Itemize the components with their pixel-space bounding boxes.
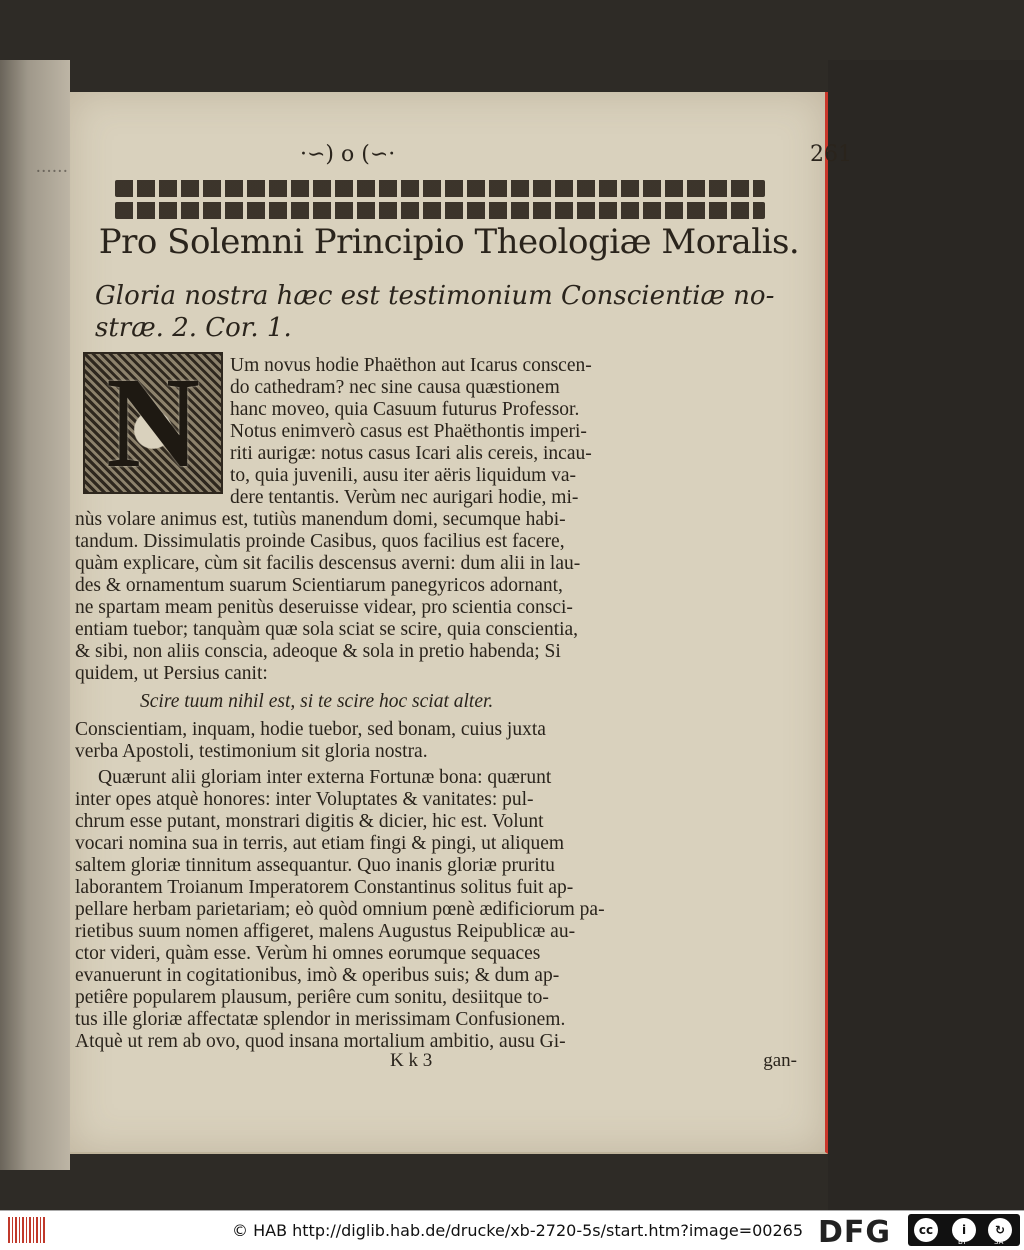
cc-license-badge[interactable] bbox=[908, 1214, 1020, 1246]
text-line: hanc moveo, quia Casuum futurus Professor. bbox=[230, 399, 580, 420]
text-line: laborantem Troianum Imperatorem Constantinus solitus fuit ap- bbox=[75, 877, 574, 898]
book-page bbox=[70, 92, 852, 1154]
text-line: Um novus hodie Phaëthon aut Icarus conscen- bbox=[230, 355, 592, 376]
adjacent-text-fragment: ······ bbox=[35, 162, 68, 182]
adjacent-page-edge bbox=[0, 60, 70, 1170]
dfg-logo: DFG bbox=[818, 1215, 892, 1250]
text-line: Quærunt alii gloriam inter externa Fortunæ bona: quærunt bbox=[98, 767, 552, 788]
text-line: chrum esse putant, monstrari digitis & dicier, hic est. Volunt bbox=[75, 811, 544, 832]
ornamental-band-top bbox=[115, 180, 764, 197]
text-line: entiam tuebor; tanquàm quæ sola sciat se scire, quia conscientia, bbox=[75, 619, 579, 640]
signature-mark: K k 3 bbox=[390, 1050, 433, 1071]
text-line: des & ornamentum suarum Scientiarum panegyricos adornant, bbox=[75, 575, 563, 596]
epigraph bbox=[95, 280, 795, 344]
text-line: dere tentantis. Verùm nec aurigari hodie, mi- bbox=[230, 487, 579, 508]
text-line: to, quia juvenili, ausu iter aëris liquidum va- bbox=[230, 465, 577, 486]
text-line: Atquè ut rem ab ovo, quod insana mortalium ambitio, ausu Gi- bbox=[75, 1031, 566, 1052]
text-line: ne spartam meam penitùs deseruisse videar, pro scientia consci- bbox=[75, 597, 573, 618]
catchword: gan- bbox=[763, 1050, 797, 1071]
initial-letter: N bbox=[106, 351, 200, 495]
page-number: 261 bbox=[810, 142, 852, 167]
text-line: quidem, ut Persius canit: bbox=[75, 663, 268, 684]
epigraph-line: Gloria nostra hæc est testimonium Conscientiæ no- bbox=[95, 281, 775, 311]
text-line: petiêre popularem plausum, periêre cum sonitu, desiitque to- bbox=[75, 987, 549, 1008]
viewer-footer bbox=[0, 1210, 1024, 1250]
running-header bbox=[300, 142, 852, 168]
copyright-link[interactable]: © HAB http://diglib.hab.de/drucke/xb-2720-5s/start.htm?image=00265 bbox=[232, 1221, 803, 1240]
cc-label-sa: SA bbox=[994, 1238, 1004, 1246]
text-line: riti aurigæ: notus casus Icari alis cereis, incau- bbox=[230, 443, 592, 464]
text-line: saltem gloriæ tinnitum assequantur. Quo inanis gloriæ pruritu bbox=[75, 855, 555, 876]
text-line: vocari nomina sua in terris, aut etiam fingi & pingi, ut aliquem bbox=[75, 833, 565, 854]
text-line: verba Apostoli, testimonium sit gloria nostra. bbox=[75, 741, 428, 762]
decorated-initial bbox=[83, 352, 223, 494]
cc-icon: cc bbox=[914, 1218, 938, 1242]
text-line: pellare herbam parietariam; eò quòd omnium pœnè ædificiorum pa- bbox=[75, 899, 605, 920]
text-line: tus ille gloriæ affectatæ splendor in merissimam Confusionem. bbox=[75, 1009, 566, 1030]
epigraph-line: stræ. 2. Cor. 1. bbox=[95, 313, 292, 343]
text-line: evanuerunt in cogitationibus, imò & operibus suis; & dum ap- bbox=[75, 965, 560, 986]
text-line: & sibi, non aliis conscia, adeoque & sola in pretio habenda; Si bbox=[75, 641, 561, 662]
ornamental-band-bottom bbox=[115, 202, 764, 219]
text-line: tandum. Dissimulatis proinde Casibus, quos facilius est facere, bbox=[75, 531, 565, 552]
cc-label-by: BY bbox=[958, 1238, 967, 1246]
header-ornament: ·∽) o (∽· bbox=[300, 142, 396, 167]
attribution-icon: i bbox=[952, 1218, 976, 1242]
text-line: Conscientiam, inquam, hodie tuebor, sed bonam, cuius juxta bbox=[75, 719, 546, 740]
barcode-icon bbox=[8, 1217, 46, 1243]
dark-background bbox=[828, 60, 1024, 1210]
verse-quote: Scire tuum nihil est, si te scire hoc sciat alter. bbox=[140, 691, 494, 712]
text-line: rietibus suum nomen affigeret, malens Augustus Reipublicæ au- bbox=[75, 921, 576, 942]
text-line: nùs volare animus est, tutiùs manendum domi, secumque habi- bbox=[75, 509, 566, 530]
page-title: Pro Solemni Principio Theologiæ Moralis. bbox=[98, 222, 800, 262]
text-line: ctor videri, quàm esse. Verùm hi omnes eorumque sequaces bbox=[75, 943, 541, 964]
share-alike-icon: ↻ bbox=[988, 1218, 1012, 1242]
text-line: Notus enimverò casus est Phaëthontis imperi- bbox=[230, 421, 587, 442]
text-line: do cathedram? nec sine causa quæstionem bbox=[230, 377, 560, 398]
text-line: quàm explicare, cùm sit facilis descensus averni: dum alii in lau- bbox=[75, 553, 581, 574]
text-line: inter opes atquè honores: inter Voluptates & vanitates: pul- bbox=[75, 789, 534, 810]
